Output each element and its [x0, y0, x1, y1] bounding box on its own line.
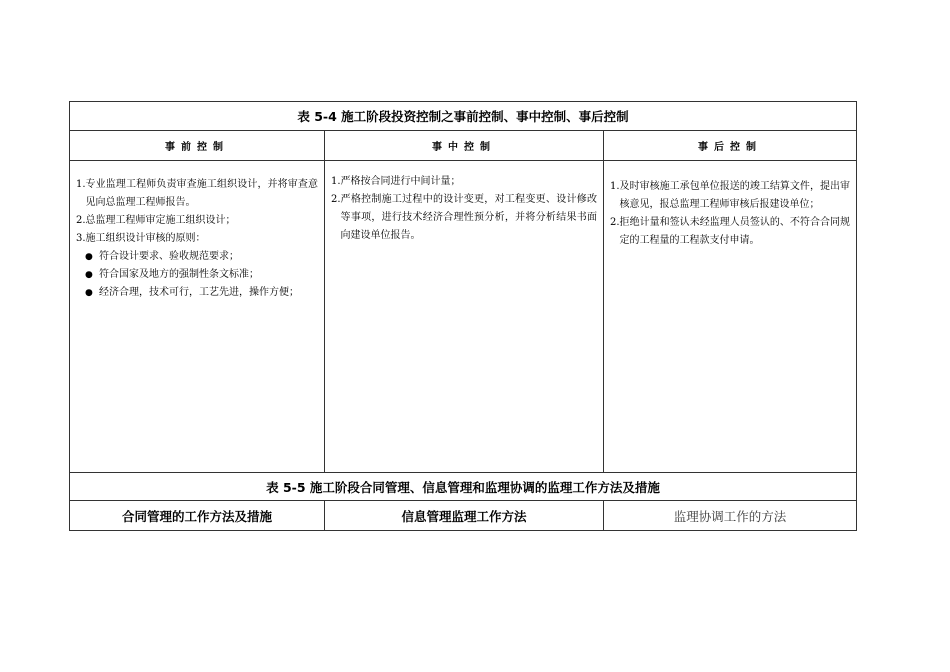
pre-item-2-num: 2.: [76, 215, 86, 226]
document-table: [69, 101, 857, 531]
bullet-dot-icon: [85, 248, 99, 266]
pre-item-3-text: 施工组织设计审核的原则：: [85, 233, 206, 244]
pre-bullet-2: [76, 266, 318, 284]
mid-item-2-text: 严格控制施工过程中的设计变更，对工程变更、设计修改等事项，进行技术经济合理性预分析，并将分析结果书面向建设单位报告。: [340, 194, 597, 241]
pre-bullet-1-text: 符合设计要求、验收规范要求；: [99, 251, 239, 262]
table-5-5-title: 表 5-5 施工阶段合同管理、信息管理和监理协调的监理工作方法及措施: [70, 473, 857, 501]
pre-item-1-num: 1.: [76, 179, 86, 190]
pre-bullet-2-text: 符合国家及地方的强制性条文标准；: [99, 269, 259, 280]
pre-bullet-3-text: 经济合理，技术可行，工艺先进，操作方便；: [99, 287, 299, 298]
mid-item-1: [331, 173, 597, 191]
post-item-2-text: 拒绝计量和签认未经监理人员签认的、不符合合同规定的工程量的工程款支付申请。: [619, 217, 850, 246]
pre-item-2-text: 总监理工程师审定施工组织设计；: [85, 215, 236, 226]
pre-item-1-text: 专业监理工程师负责审查施工组织设计，并将审查意见向总监理工程师报告。: [85, 179, 318, 208]
post-item-1-num: 1.: [610, 181, 620, 192]
header-mid-control: 事中控制: [325, 131, 604, 161]
pre-item-2: [76, 212, 318, 230]
pre-item-3-num: 3.: [76, 233, 86, 244]
header-contract-management: 合同管理的工作方法及措施: [70, 501, 325, 531]
mid-item-2: [331, 191, 597, 245]
pre-item-1: [76, 176, 318, 212]
pre-item-3: [76, 230, 318, 248]
mid-item-2-num: 2.: [331, 194, 341, 205]
bullet-dot-icon: [85, 266, 99, 284]
header-pre-control: 事前控制: [70, 131, 325, 161]
post-item-2: [610, 214, 850, 250]
mid-item-1-num: 1.: [331, 176, 341, 187]
pre-bullet-3: [76, 284, 318, 302]
header-information-management: 信息管理监理工作方法: [325, 501, 604, 531]
header-coordination: 监理协调工作的方法: [604, 501, 857, 531]
post-item-2-num: 2.: [610, 217, 620, 228]
table-5-4-title: 表 5-4 施工阶段投资控制之事前控制、事中控制、事后控制: [70, 102, 857, 131]
pre-bullet-1: [76, 248, 318, 266]
bullet-dot-icon: [85, 284, 99, 302]
mid-item-1-text: 严格按合同进行中间计量；: [340, 176, 461, 187]
mid-control-cell: [325, 161, 604, 473]
header-post-control: 事后控制: [604, 131, 857, 161]
post-item-1: [610, 178, 850, 214]
post-item-1-text: 及时审核施工承包单位报送的竣工结算文件，提出审核意见，报总监理工程师审核后报建设单位；: [619, 181, 850, 210]
pre-control-cell: [70, 161, 325, 473]
post-control-cell: [604, 161, 857, 473]
